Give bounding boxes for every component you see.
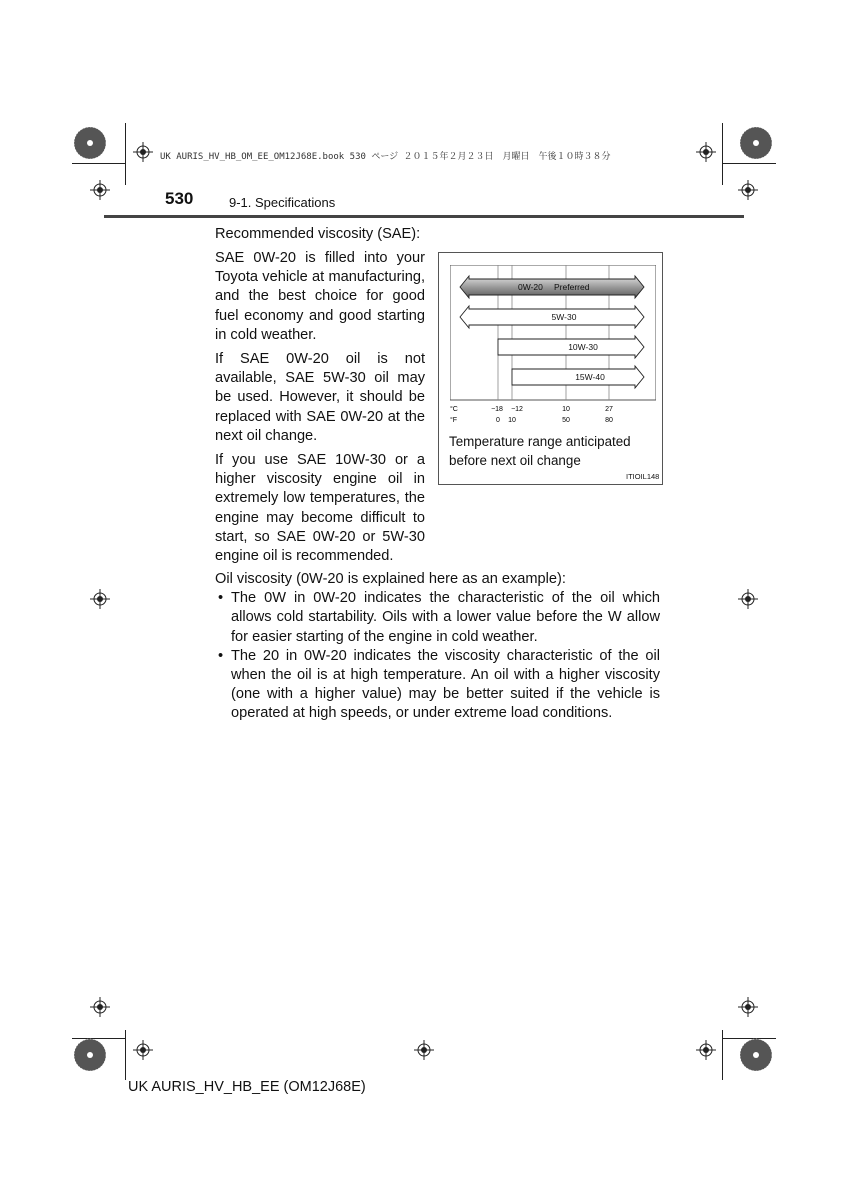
figure-code: ITIOIL148 (626, 472, 660, 481)
crop-mark (722, 123, 723, 185)
bullet-icon: • (218, 647, 224, 664)
tick-label-c: 27 (605, 406, 613, 413)
bullet-icon: • (218, 590, 224, 607)
tick-label-f: 10 (508, 417, 516, 424)
crosshair-target-icon (696, 1040, 716, 1060)
bullet-text: The 20 in 0W-20 indicates the viscosity characteristic of the oil when the oil is at high temperature. An oil with a higher viscosity (one with a higher value) may be better suited if the vehicle is operated at high speeds, or under extreme load conditions. (231, 647, 660, 722)
crosshair-target-icon (90, 997, 110, 1017)
tick-label-c: −18 (491, 406, 503, 413)
crosshair-target-icon (738, 997, 758, 1017)
crop-mark (125, 123, 126, 185)
registration-target-icon (739, 1038, 773, 1072)
preferred-label: Preferred (554, 282, 590, 292)
registration-target-icon (739, 126, 773, 160)
crosshair-target-icon (414, 1040, 434, 1060)
caption-line: before next oil change (449, 452, 581, 468)
oil-viscosity-section (215, 570, 660, 724)
bar-label: 10W-30 (568, 342, 598, 352)
header-rule (104, 215, 744, 218)
bullet-item (215, 589, 660, 647)
crosshair-target-icon (90, 180, 110, 200)
print-header: UK AURIS_HV_HB_OM_EE_OM12J68E.book 530 ページ ２０１５年２月２３日 月曜日 午後１０時３８分 (160, 152, 611, 162)
section-title: 9-1. Specifications (229, 195, 336, 210)
caption-line: Temperature range anticipated (449, 434, 631, 449)
figure-caption (449, 433, 631, 470)
tick-label-f: 0 (496, 417, 500, 424)
bar-label: 15W-40 (575, 372, 605, 382)
crosshair-target-icon (738, 589, 758, 609)
crosshair-target-icon (133, 142, 153, 162)
bar-label: 5W-30 (551, 312, 577, 322)
paragraph: If SAE 0W-20 oil is not available, SAE 5W-30 oil may be used. However, it should be replaced with SAE 0W-20 at the next oil change. (215, 351, 425, 444)
tick-label-f: 80 (605, 417, 613, 424)
crosshair-target-icon (738, 180, 758, 200)
oil-viscosity-heading: Oil viscosity (0W-20 is explained here as an example): (215, 571, 566, 587)
unit-fahrenheit: °F (450, 417, 458, 424)
paragraph: If you use SAE 10W-30 or a higher viscosity engine oil in extremely low temperatures, the engine may become difficult to start, so SAE 0W-20 or 5W-30 engine oil is recommended. (215, 452, 425, 565)
viscosity-chart (450, 265, 656, 427)
registration-target-icon (73, 1038, 107, 1072)
crop-mark (722, 163, 776, 164)
crop-mark (72, 163, 126, 164)
bullet-item (215, 647, 660, 724)
paragraph: SAE 0W-20 is filled into your Toyota vehicle at manufacturing, and the best choice for good fuel economy and good starting in cold weather. (215, 250, 425, 343)
crosshair-target-icon (696, 142, 716, 162)
tick-label-c: 10 (562, 406, 570, 413)
page-number: 530 (165, 189, 194, 208)
tick-label-f: 50 (562, 417, 570, 424)
footer-code: UK AURIS_HV_HB_EE (OM12J68E) (128, 1079, 366, 1095)
bar-label: 0W-20 (518, 282, 543, 292)
range-bar-0w-20 (460, 276, 644, 298)
recommended-heading: Recommended viscosity (SAE): (215, 226, 421, 242)
crosshair-target-icon (133, 1040, 153, 1060)
recommended-body (215, 249, 425, 571)
crosshair-target-icon (90, 589, 110, 609)
bullet-text: The 0W in 0W-20 indicates the characteristic of the oil which allows cold startability. Oils with a lower value before the W allow for easier starting of the engine in cold weather. (231, 590, 660, 645)
tick-label-c: −12 (511, 406, 523, 413)
unit-celsius: °C (450, 406, 458, 413)
registration-target-icon (73, 126, 107, 160)
